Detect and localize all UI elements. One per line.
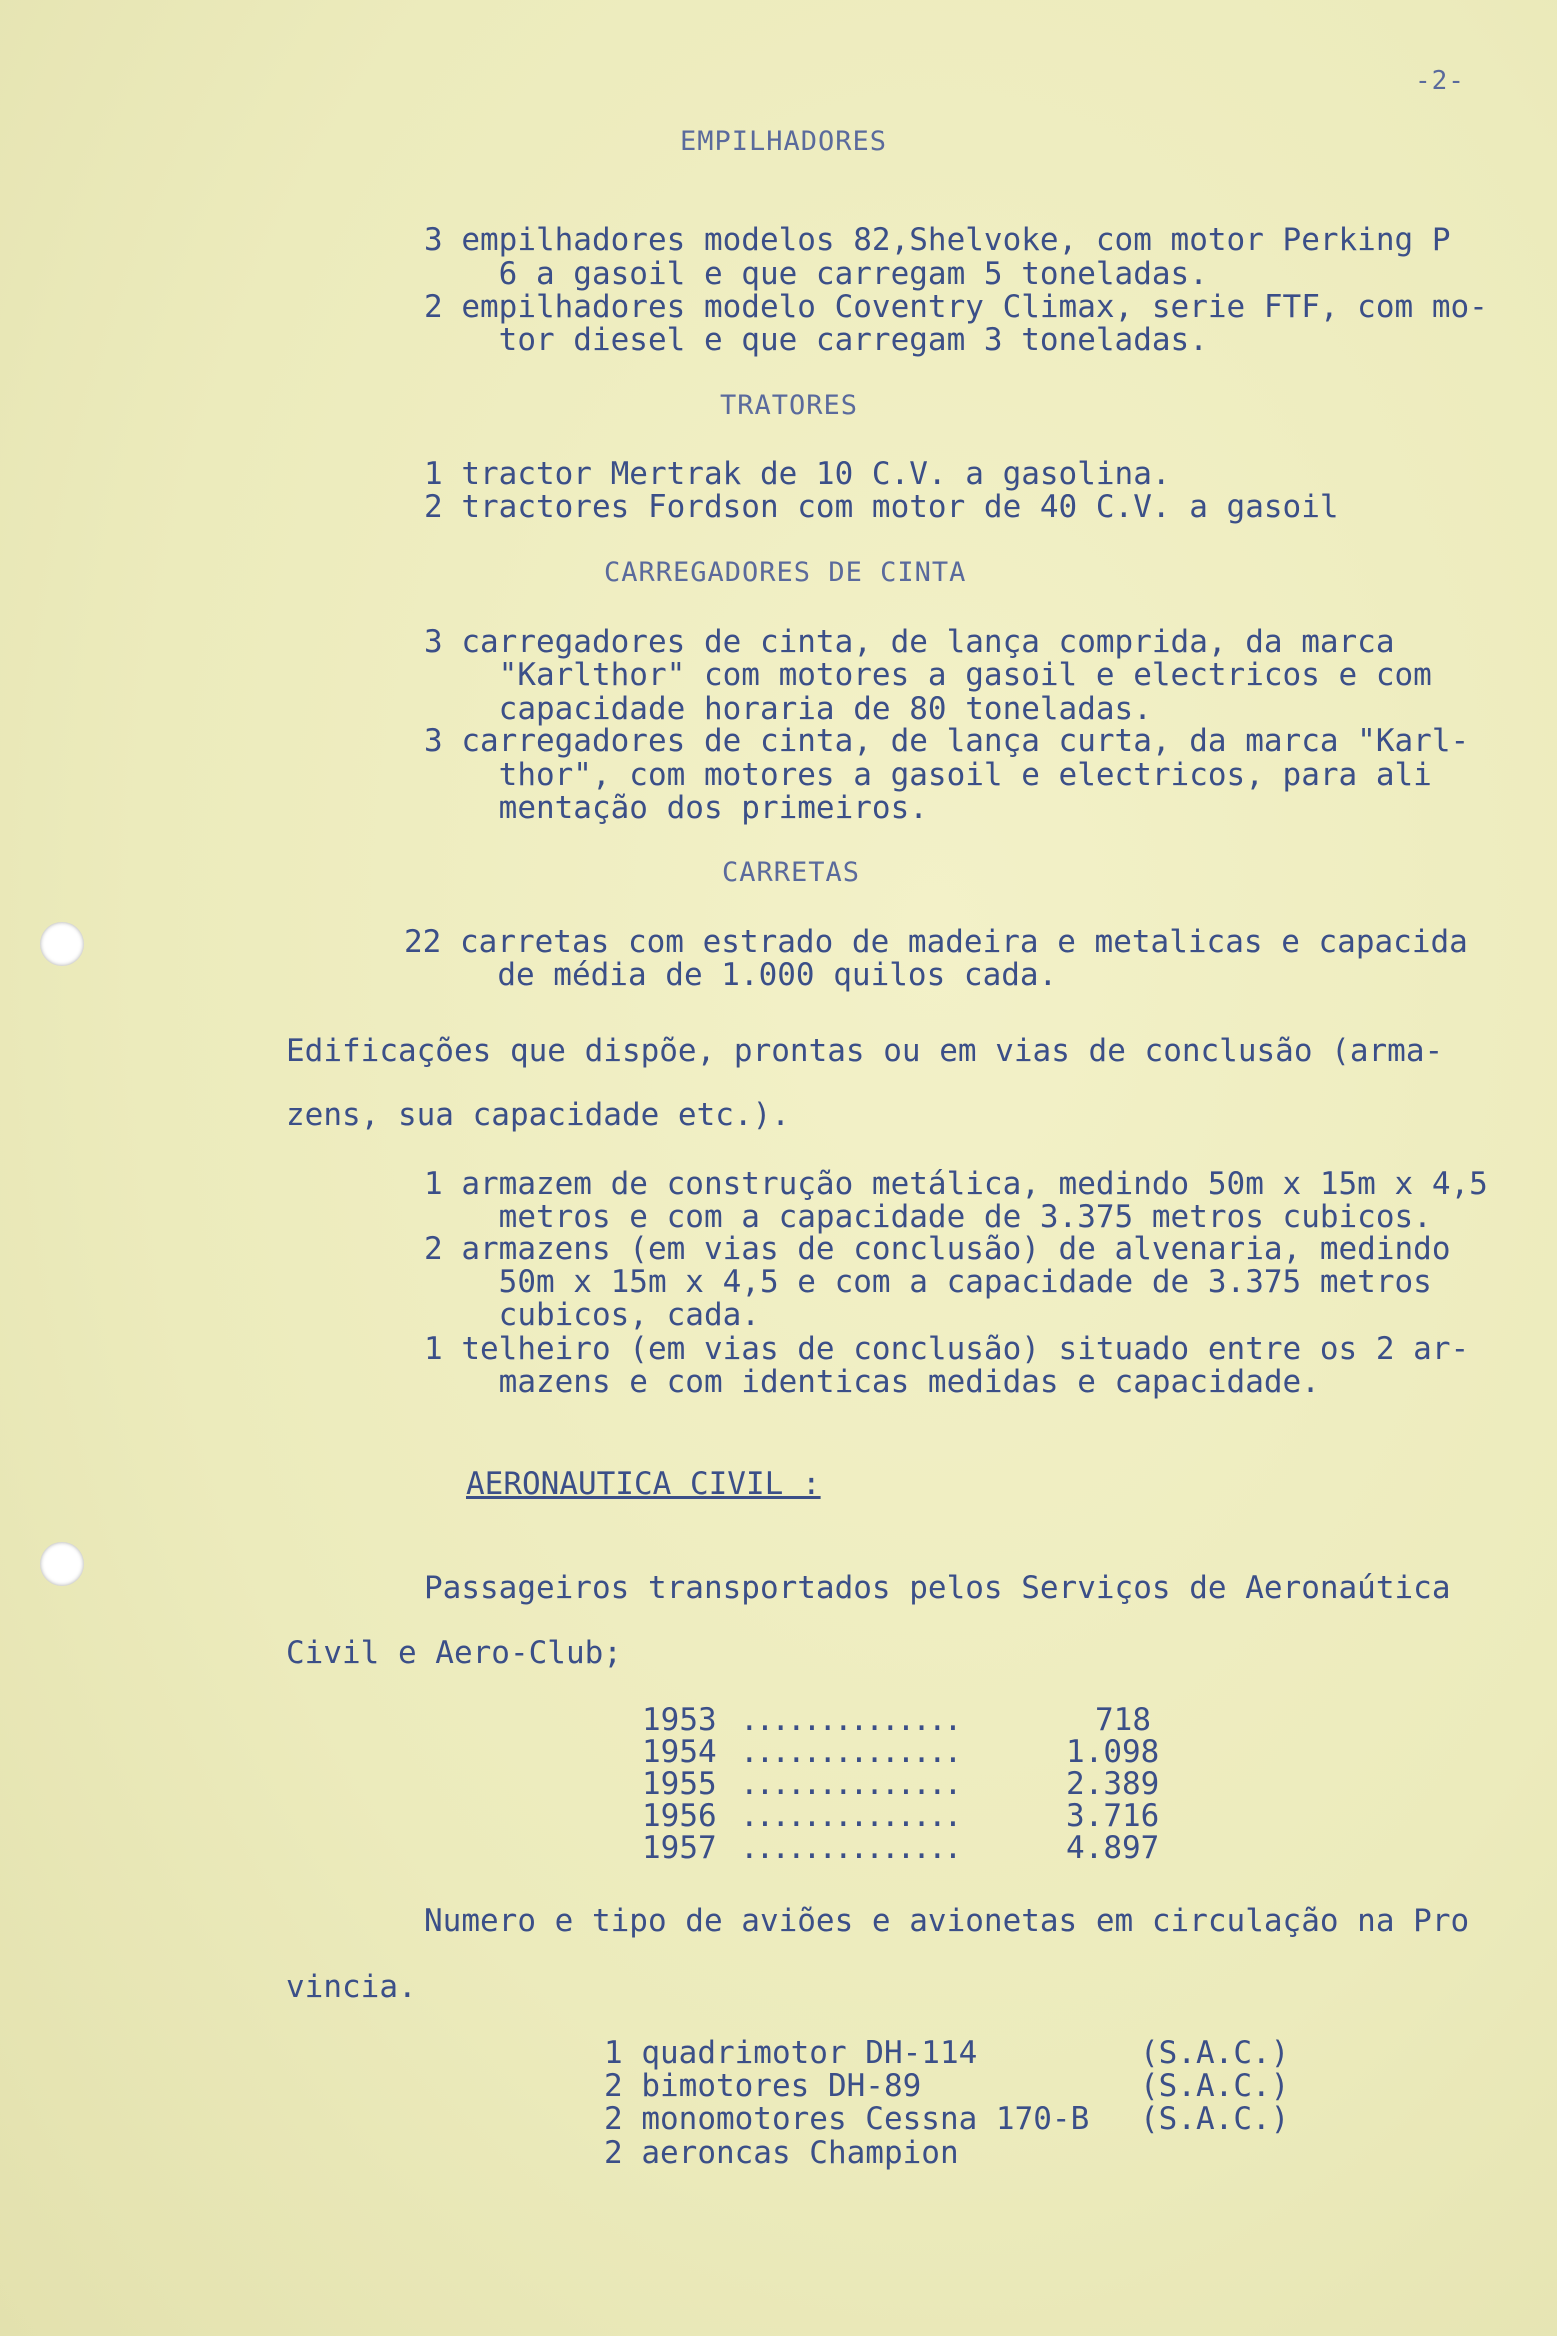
text-line: 3 carregadores de cinta, de lança curta, da marca "Karl- xyxy=(424,723,1470,759)
heading-carretas: CARRETAS xyxy=(722,857,861,888)
text-line: 1 armazem de construção metálica, medindo 50m x 15m x 4,5 xyxy=(424,1166,1488,1202)
heading-carregadores: CARREGADORES DE CINTA xyxy=(604,557,967,588)
text-line: 2 tractores Fordson com motor de 40 C.V. a gasoil xyxy=(424,489,1339,525)
paragraph-line: Edificações que dispõe, prontas ou em vias de conclusão (arma- xyxy=(286,1033,1444,1069)
fleet-owner: (S.A.C.) xyxy=(1140,2101,1290,2137)
text-line: thor", com motores a gasoil e electricos, para ali xyxy=(424,757,1432,793)
text-line: tor diesel e que carregam 3 toneladas. xyxy=(424,322,1208,358)
dot-leader: .............. xyxy=(740,1798,960,1834)
year-label: 1956 xyxy=(642,1798,717,1834)
text-line: 3 carregadores de cinta, de lança comprida, da marca xyxy=(424,624,1395,660)
paragraph-line: zens, sua capacidade etc.). xyxy=(286,1097,790,1133)
year-label: 1954 xyxy=(642,1734,717,1770)
year-label: 1957 xyxy=(642,1830,717,1866)
text-line: capacidade horaria de 80 toneladas. xyxy=(424,691,1152,727)
passenger-count: 4.897 xyxy=(1066,1830,1160,1866)
fleet-owner: (S.A.C.) xyxy=(1140,2035,1290,2071)
text-line: 2 armazens (em vias de conclusão) de alvenaria, medindo xyxy=(424,1231,1451,1267)
paragraph-line: Passageiros transportados pelos Serviços de Aeronaútica xyxy=(424,1570,1451,1606)
passenger-count: 718 xyxy=(1095,1702,1151,1738)
page-number: -2- xyxy=(1415,66,1465,96)
text-line: 6 a gasoil e que carregam 5 toneladas. xyxy=(424,256,1208,292)
punch-hole-top xyxy=(40,922,84,966)
dot-leader: .............. xyxy=(740,1766,960,1802)
text-line: de média de 1.000 quilos cada. xyxy=(404,957,1058,993)
text-line: 1 tractor Mertrak de 10 C.V. a gasolina. xyxy=(424,456,1171,492)
punch-hole-bottom xyxy=(40,1542,84,1586)
heading-empilhadores: EMPILHADORES xyxy=(680,126,888,157)
text-line: 50m x 15m x 4,5 e com a capacidade de 3.375 metros xyxy=(424,1264,1432,1300)
dot-leader: .............. xyxy=(740,1830,960,1866)
text-line: 22 carretas com estrado de madeira e metalicas e capacida xyxy=(404,924,1468,960)
fleet-item: 2 aeroncas Champion xyxy=(604,2135,959,2171)
fleet-item: 1 quadrimotor DH-114 xyxy=(604,2035,978,2071)
text-line: mentação dos primeiros. xyxy=(424,790,928,826)
text-line: metros e com a capacidade de 3.375 metros cubicos. xyxy=(424,1199,1432,1235)
text-line: mazens e com identicas medidas e capacidade. xyxy=(424,1364,1320,1400)
passenger-count: 2.389 xyxy=(1066,1766,1160,1802)
fleet-item: 2 bimotores DH-89 xyxy=(604,2068,922,2104)
passenger-count: 1.098 xyxy=(1066,1734,1160,1770)
text-line: 3 empilhadores modelos 82,Shelvoke, com motor Perking P xyxy=(424,222,1451,258)
fleet-owner: (S.A.C.) xyxy=(1140,2068,1290,2104)
paragraph-line: Civil e Aero-Club; xyxy=(286,1635,622,1671)
dot-leader: .............. xyxy=(740,1702,960,1738)
heading-aeronautica: AERONAUTICA CIVIL : xyxy=(466,1466,821,1502)
passenger-count: 3.716 xyxy=(1066,1798,1160,1834)
text-line: cubicos, cada. xyxy=(424,1297,760,1333)
dot-leader: .............. xyxy=(740,1734,960,1770)
text-line: 2 empilhadores modelo Coventry Climax, serie FTF, com mo- xyxy=(424,289,1488,325)
year-label: 1953 xyxy=(642,1702,717,1738)
text-line: 1 telheiro (em vias de conclusão) situado entre os 2 ar- xyxy=(424,1331,1470,1367)
year-label: 1955 xyxy=(642,1766,717,1802)
paragraph-line: Numero e tipo de aviões e avionetas em circulação na Pro xyxy=(424,1903,1470,1939)
paragraph-line: vincia. xyxy=(286,1969,417,2005)
heading-tratores: TRATORES xyxy=(720,390,859,421)
fleet-item: 2 monomotores Cessna 170-B xyxy=(604,2101,1090,2137)
text-line: "Karlthor" com motores a gasoil e electricos e com xyxy=(424,657,1432,693)
